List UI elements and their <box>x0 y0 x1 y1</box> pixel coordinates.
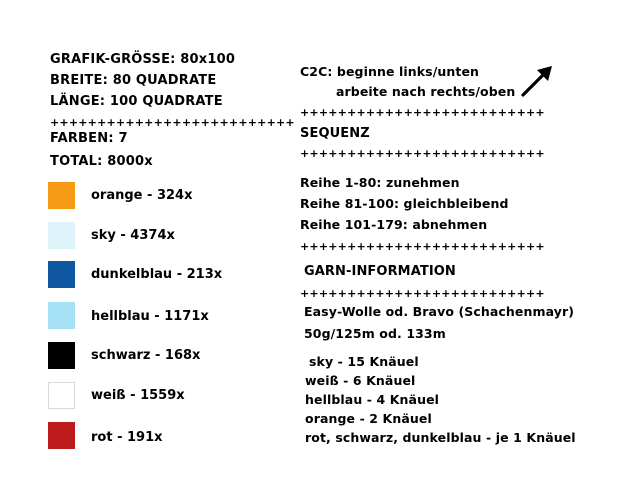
chart-width: BREITE: 80 QUADRATE <box>50 73 217 88</box>
divider: ++++++++++++++++++++++++++ <box>300 106 545 119</box>
row-instruction: Reihe 81-100: gleichbleibend <box>300 196 509 211</box>
sequence-title: SEQUENZ <box>300 126 370 141</box>
legend-label-rot: rot - 191x <box>91 430 163 445</box>
legend-label-sky: sky - 4374x <box>91 228 175 243</box>
yarn-weight: 50g/125m od. 133m <box>304 326 446 341</box>
legend-label-weiss: weiß - 1559x <box>91 388 185 403</box>
swatch-dunkelblau <box>48 261 75 288</box>
yarn-title: GARN-INFORMATION <box>304 264 456 279</box>
legend-label-dunkelblau: dunkelblau - 213x <box>91 267 223 282</box>
legend-label-schwarz: schwarz - 168x <box>91 348 201 363</box>
yarn-amount: weiß - 6 Knäuel <box>305 373 416 388</box>
yarn-amount: hellblau - 4 Knäuel <box>305 392 440 407</box>
divider: ++++++++++++++++++++++++++ <box>50 116 295 129</box>
yarn-type: Easy-Wolle od. Bravo (Schachenmayr) <box>304 304 575 319</box>
yarn-amount: rot, schwarz, dunkelblau - je 1 Knäuel <box>305 430 576 445</box>
total-count: TOTAL: 8000x <box>50 154 153 169</box>
row-instruction: Reihe 1-80: zunehmen <box>300 175 460 190</box>
yarn-amount: orange - 2 Knäuel <box>305 411 432 426</box>
divider: ++++++++++++++++++++++++++ <box>300 287 545 300</box>
legend-label-hellblau: hellblau - 1171x <box>91 309 209 324</box>
arrow-up-right-icon <box>518 62 558 102</box>
swatch-schwarz <box>48 342 75 369</box>
swatch-weiss <box>48 382 75 409</box>
c2c-direction: arbeite nach rechts/oben <box>336 84 516 99</box>
chart-length: LÄNGE: 100 QUADRATE <box>50 94 223 109</box>
colors-count: FARBEN: 7 <box>50 131 128 146</box>
swatch-orange <box>48 182 75 209</box>
chart-size: GRAFIK-GRÖSSE: 80x100 <box>50 52 236 67</box>
divider: ++++++++++++++++++++++++++ <box>300 147 545 160</box>
row-instruction: Reihe 101-179: abnehmen <box>300 217 488 232</box>
divider: ++++++++++++++++++++++++++ <box>300 240 545 253</box>
yarn-amount: sky - 15 Knäuel <box>309 354 419 369</box>
swatch-hellblau <box>48 302 75 329</box>
c2c-start: C2C: beginne links/unten <box>300 64 480 79</box>
swatch-sky <box>48 222 75 249</box>
swatch-rot <box>48 422 75 449</box>
legend-label-orange: orange - 324x <box>91 188 193 203</box>
